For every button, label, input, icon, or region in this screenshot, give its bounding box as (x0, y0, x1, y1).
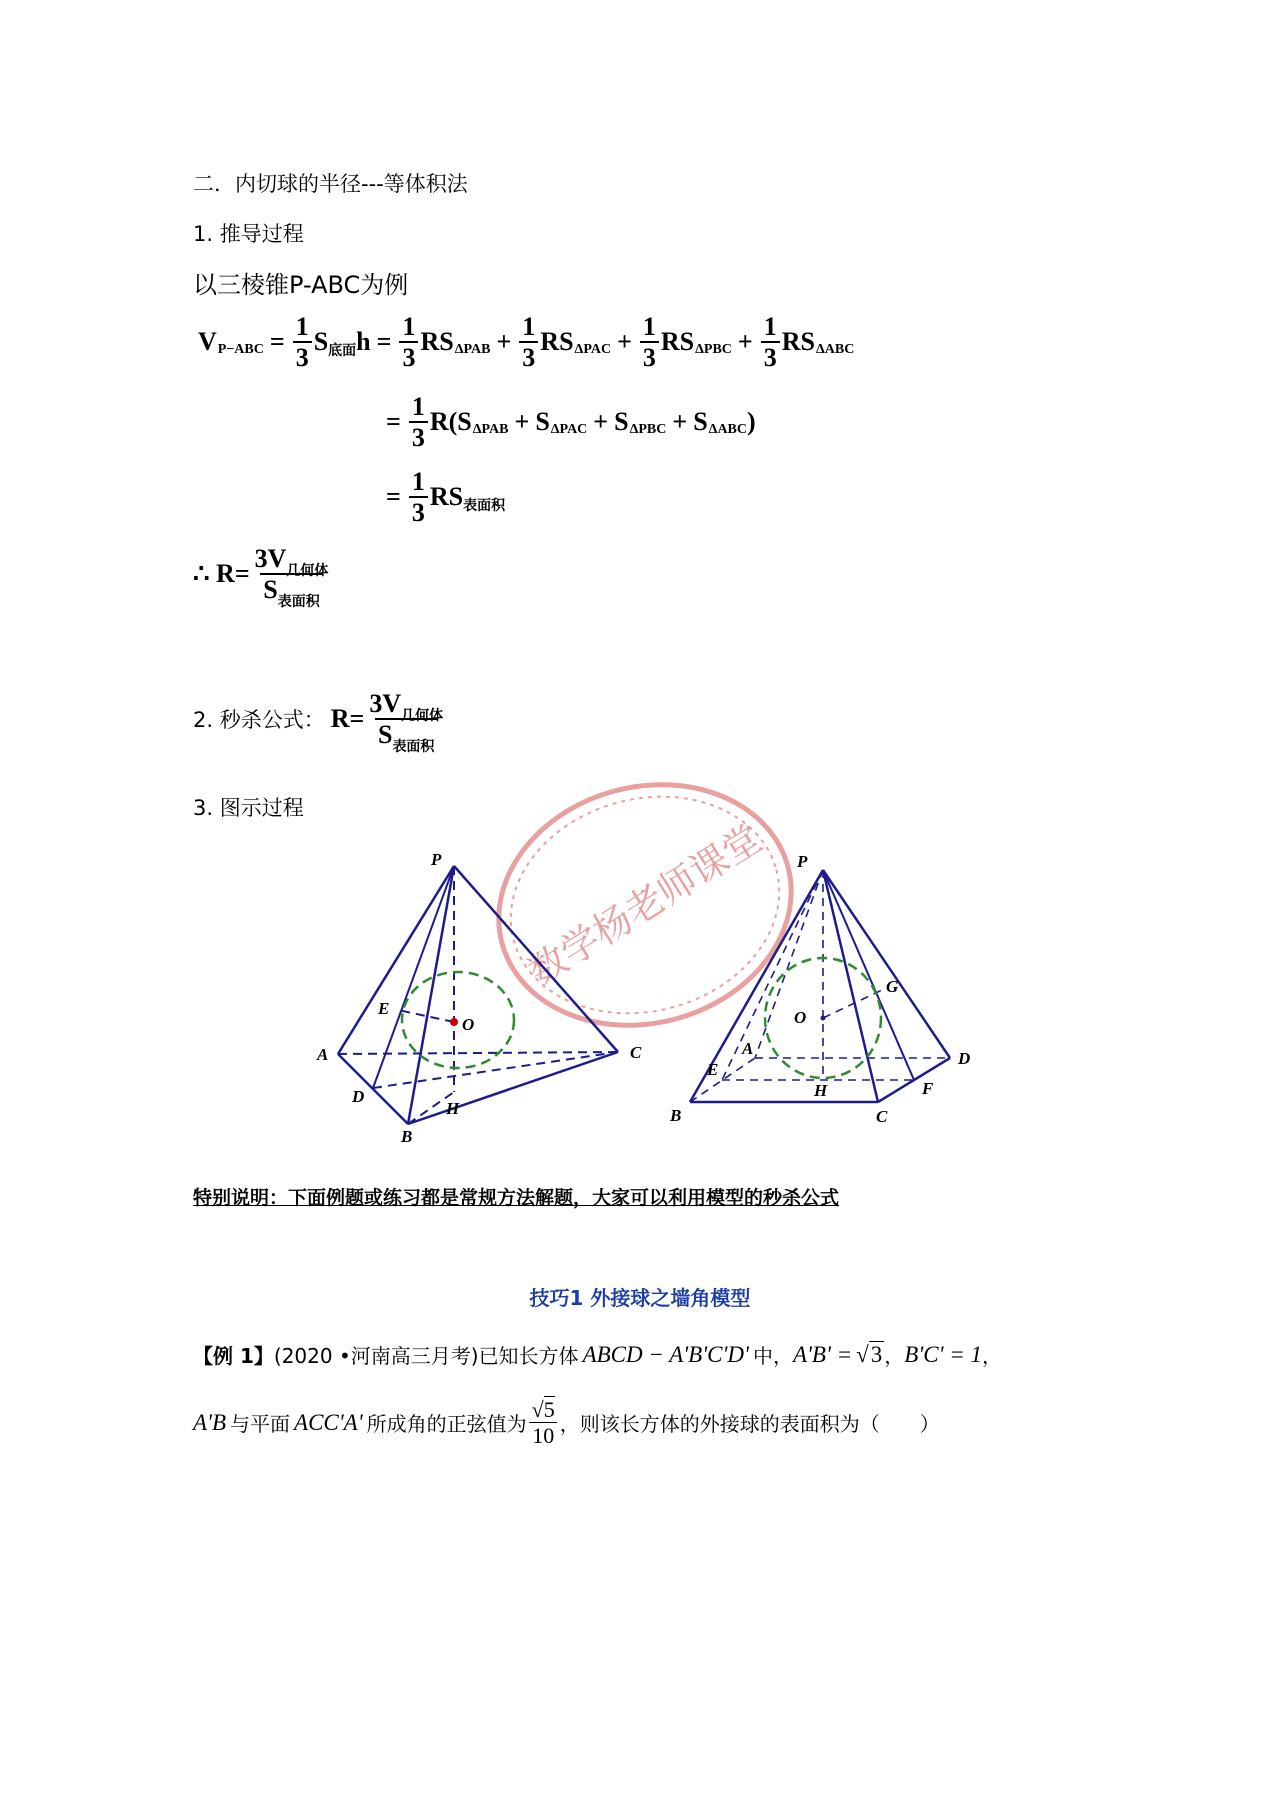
svg-text:B: B (670, 1106, 682, 1125)
example-line-1: 【例 1】 (2020 •河南高三月考) 已知长方体 ABCD − A'B'C'D' 中， A'B' = √ 3 ， B'C' = 1 ， (193, 1341, 1003, 1368)
fraction-one-third: $\frac{1}{3}$ (640, 313, 659, 372)
fraction-sqrt5-over-10: $\frac{√5}{10}$ (529, 1398, 558, 1447)
svg-text:P: P (431, 850, 442, 869)
formula-line-2: = $\frac{1}{3}$ R( S ΔPAB + S ΔPAC + S ΔPBC + S ΔABC ) (386, 392, 756, 453)
left-pyramid-diagram (300, 840, 660, 1150)
example-line: 以三棱锥P-ABC为例 (193, 271, 409, 299)
formula-V: V (198, 327, 217, 357)
special-note: 特别说明：下面例题或练习都是常规方法解题，大家可以利用模型的秒杀公式 (193, 1187, 840, 1209)
formula-line-1: V P−ABC = $\frac{1}{3}$ S 底面 h = $\frac{1}{3}$ RS ΔPAB + $\frac{1}{3}$ RS ΔPAC + $\frac{1}{3}$ RS ΔPBC + $\frac{1}{3}$ RS ΔABC (198, 312, 855, 373)
sqrt-symbol: √ (531, 1397, 544, 1422)
svg-text:A: A (317, 1045, 329, 1064)
step2-heading: 2. 秒杀公式： (193, 708, 325, 733)
svg-text:D: D (352, 1087, 365, 1106)
therefore-formula: ∴ R= $\frac{3V_{几何体}}{S_{表面积}}$ (193, 545, 333, 604)
example-line-2: A'B 与平面 ACC'A' 所成角的正弦值为 $\frac{√5}{10}$ ，则该长方体的外接球的表面积为（ ） (193, 1397, 940, 1449)
fraction-one-third: $\frac{1}{3}$ (409, 468, 428, 527)
step3-heading: 3. 图示过程 (193, 796, 304, 820)
svg-text:C: C (630, 1043, 642, 1062)
stamp-text: 数学杨老师课堂 (520, 815, 770, 995)
example-tag: 【例 1】 (193, 1344, 274, 1368)
svg-text:H: H (446, 1099, 460, 1118)
fraction-one-third: $\frac{1}{3}$ (761, 313, 780, 372)
center-dot (450, 1018, 458, 1026)
svg-text:B: B (401, 1127, 413, 1146)
step2-row: 2. 秒杀公式： R= $\frac{3V_{几何体}}{S_{表面积}}$ (193, 690, 448, 749)
formula-V-sub: P−ABC (217, 342, 264, 358)
technique-title: 技巧1 外接球之墙角模型 (529, 1286, 751, 1310)
formula-line-3: = $\frac{1}{3}$ RS 表面积 (386, 467, 506, 528)
svg-text:H: H (814, 1081, 828, 1100)
section-title: 二．内切球的半径---等体积法 (193, 172, 468, 196)
fraction-one-third: $\frac{1}{3}$ (293, 313, 312, 372)
fraction-3V-over-S: $\frac{3V_{几何体}}{S_{表面积}}$ (369, 689, 444, 756)
fraction-one-third: $\frac{1}{3}$ (409, 393, 428, 452)
svg-text:E: E (707, 1060, 719, 1079)
svg-text:E: E (378, 999, 390, 1018)
svg-text:A: A (742, 1039, 754, 1058)
svg-text:O: O (794, 1008, 807, 1027)
center-dot (821, 1016, 826, 1021)
svg-text:G: G (886, 977, 899, 996)
eq-sign: = (269, 327, 285, 357)
svg-text:O: O (462, 1015, 475, 1034)
right-pyramid-diagram (660, 840, 990, 1130)
svg-text:D: D (958, 1049, 971, 1068)
fraction-one-third: $\frac{1}{3}$ (519, 313, 538, 372)
sqrt-symbol: √ (856, 1341, 869, 1367)
fraction-3V-over-S: $\frac{3V_{几何体}}{S_{表面积}}$ (254, 544, 329, 611)
step1-heading: 1. 推导过程 (193, 222, 304, 246)
svg-text:P: P (797, 852, 808, 871)
example-source: (2020 •河南高三月考) (273, 1344, 479, 1368)
fraction-one-third: $\frac{1}{3}$ (399, 313, 418, 372)
svg-text:F: F (922, 1079, 934, 1098)
svg-text:C: C (876, 1107, 888, 1126)
